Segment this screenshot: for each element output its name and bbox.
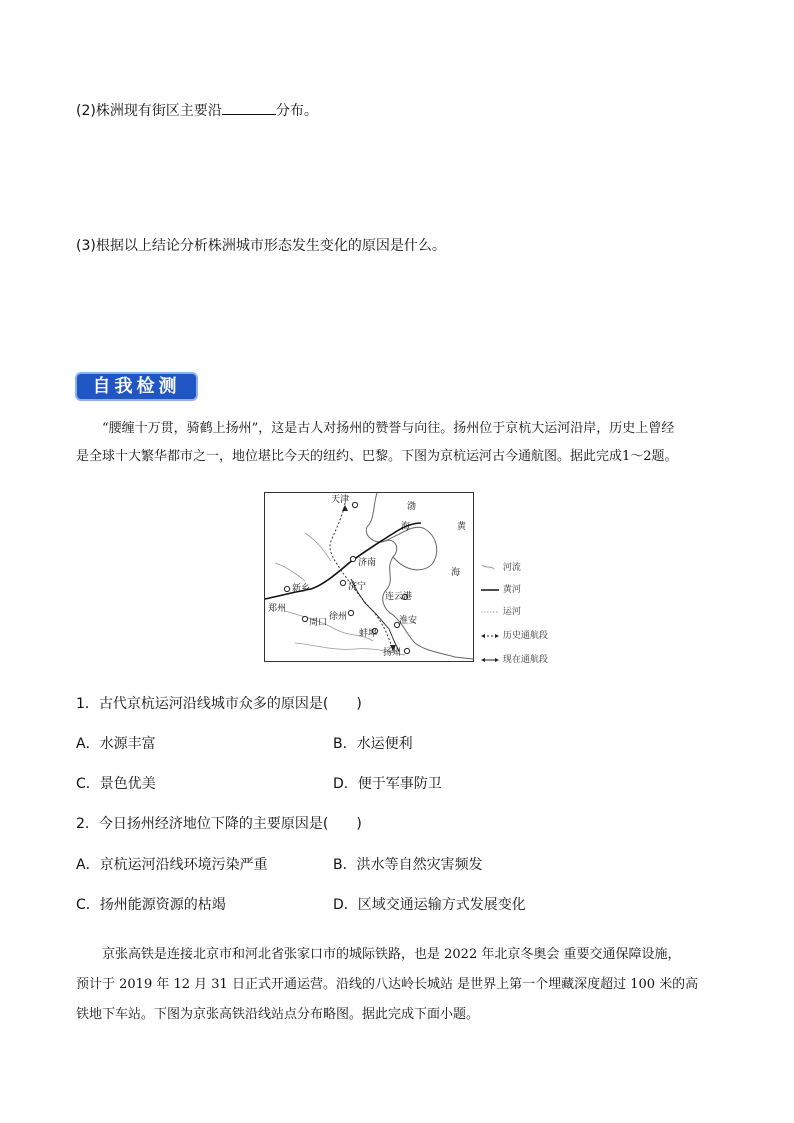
q1-option-b[interactable]: B．水运便利 bbox=[333, 736, 413, 752]
intro-paragraph bbox=[76, 415, 726, 471]
question-1-stem: 1．古代京杭运河沿线城市众多的原因是( ) bbox=[76, 696, 362, 712]
q2-option-c[interactable]: C．扬州能源资源的枯竭 bbox=[76, 897, 226, 913]
label-tianjin: 天津 bbox=[331, 495, 350, 505]
rail-line-3: 铁地下车站。下图为京张高铁沿线站点分布略图。据此完成下面小题。 bbox=[76, 1007, 480, 1022]
legend-current bbox=[480, 652, 548, 665]
label-huaian: 淮安 bbox=[399, 616, 418, 626]
legend-canal bbox=[480, 604, 521, 617]
label-hai1: 海 bbox=[401, 522, 411, 532]
city-dot-xinxiang bbox=[284, 586, 289, 591]
q2-option-a[interactable]: A．京杭运河沿线环境污染严重 bbox=[76, 857, 268, 873]
legend-canal-swatch bbox=[480, 607, 500, 617]
city-dot-zhoukou bbox=[302, 616, 307, 621]
label-jining: 济宁 bbox=[348, 582, 367, 592]
river-west bbox=[275, 563, 305, 581]
city-dot-yangzhou bbox=[404, 648, 409, 653]
river-north bbox=[305, 533, 331, 561]
legend-yellow-river bbox=[480, 582, 521, 595]
label-bo: 渤 bbox=[407, 502, 417, 512]
question-2-stem: 2．今日扬州经济地位下降的主要原因是( ) bbox=[76, 816, 362, 832]
legend-current-label: 现在通航段 bbox=[502, 655, 548, 665]
label-xuzhou: 徐州 bbox=[329, 612, 348, 622]
q2-option-d[interactable]: D．区域交通运输方式发展变化 bbox=[333, 897, 526, 913]
label-zhoukou: 周口 bbox=[309, 618, 328, 628]
label-xinxiang: 新乡 bbox=[292, 584, 311, 594]
legend-historic-swatch bbox=[480, 631, 500, 641]
arrow-north bbox=[342, 505, 348, 511]
question-2 bbox=[76, 101, 318, 121]
rail-line-1: 京张高铁是连接北京市和河北省张家口市的城际铁路，也是 2022 年北京冬奥会 重要交通保障设施， bbox=[102, 947, 681, 962]
q2-option-b[interactable]: B．洪水等自然灾害频发 bbox=[333, 857, 483, 873]
intro-line-1: “腰缠十万贯，骑鹤上扬州”，这是古人对扬州的赞誉与向往。扬州位于京杭大运河沿岸，历史上曾经 bbox=[102, 421, 675, 436]
legend-historic-label: 历史通航段 bbox=[502, 631, 548, 641]
city-dot-jinan bbox=[350, 556, 355, 561]
legend-river-label: 河流 bbox=[502, 563, 521, 573]
label-huang: 黄 bbox=[457, 522, 467, 532]
legend-river-swatch bbox=[480, 563, 500, 573]
q1-option-d[interactable]: D．便于军事防卫 bbox=[333, 776, 442, 792]
grand-canal-map bbox=[264, 492, 474, 662]
answer-blank[interactable] bbox=[222, 101, 276, 115]
label-jinan: 济南 bbox=[358, 558, 377, 568]
legend-canal-label: 运河 bbox=[502, 607, 521, 617]
legend-yellow-river-swatch bbox=[480, 585, 500, 595]
section-badge: 自我检测 bbox=[75, 372, 198, 401]
legend-river bbox=[480, 560, 521, 573]
legend-current-swatch bbox=[480, 655, 500, 665]
label-zhengzhou: 郑州 bbox=[268, 604, 287, 614]
city-dot-tianjin bbox=[352, 502, 357, 507]
city-dot-xuzhou bbox=[348, 610, 353, 615]
q1-option-c[interactable]: C．景色优美 bbox=[76, 776, 156, 792]
city-dot-jining bbox=[340, 580, 345, 585]
question-2-prefix: (2)株洲现有街区主要沿 bbox=[76, 103, 222, 119]
question-2-suffix: 分布。 bbox=[275, 103, 318, 119]
label-hai2: 海 bbox=[451, 568, 461, 578]
rail-paragraph bbox=[76, 940, 726, 1030]
rail-line-2: 预计于 2019 年 12 月 31 日正式开通运营。沿线的八达岭长城站 是世界上第一个埋藏深度超过 100 米的高 bbox=[76, 977, 699, 992]
legend-yellow-river-label: 黄河 bbox=[502, 585, 521, 595]
legend-historic bbox=[480, 628, 548, 641]
question-3: (3)根据以上结论分析株洲城市形态发生变化的原因是什么。 bbox=[76, 238, 446, 254]
label-yangzhou: 扬州 bbox=[383, 648, 402, 658]
label-bengbu: 蚌埠 bbox=[359, 629, 378, 639]
label-lianyungang: 连云港 bbox=[385, 592, 413, 602]
q1-option-a[interactable]: A．水源丰富 bbox=[76, 736, 156, 752]
intro-line-2: 是全球十大繁华都市之一，地位堪比今天的纽约、巴黎。下图为京杭运河古今通航图。据此完成1～2题。 bbox=[76, 449, 678, 464]
map-svg bbox=[265, 493, 473, 661]
